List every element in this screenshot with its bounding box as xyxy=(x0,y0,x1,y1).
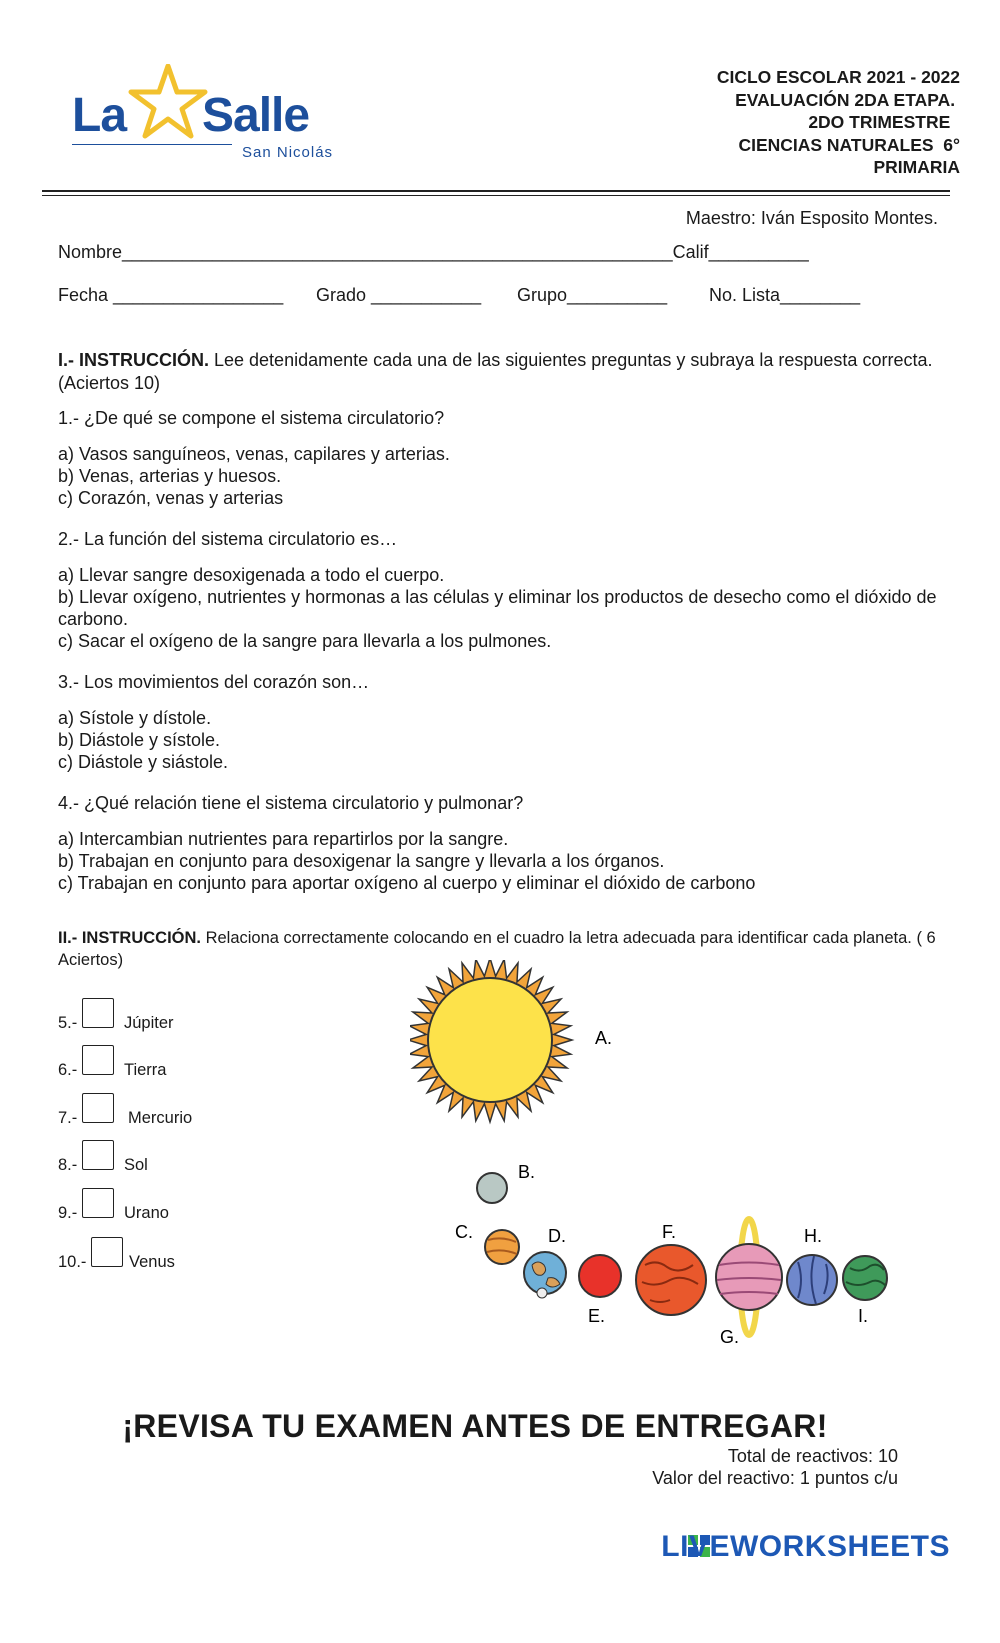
header-line: CIENCIAS NATURALES 6° xyxy=(738,134,960,155)
planet-I xyxy=(843,1256,887,1300)
question-1-options xyxy=(58,443,938,509)
answer-option[interactable]: c) Corazón, venas y arterias xyxy=(58,488,284,508)
header-line: EVALUACIÓN 2DA ETAPA. xyxy=(735,89,960,110)
review-reminder: ¡REVISA TU EXAMEN ANTES DE ENTREGAR! xyxy=(122,1408,828,1444)
label-A: A. xyxy=(595,1028,613,1048)
match-row xyxy=(58,1093,258,1127)
star-logo-icon xyxy=(128,64,208,140)
match-row xyxy=(58,1237,258,1271)
header-divider xyxy=(42,195,950,196)
question-1: 1.- ¿De qué se compone el sistema circulatorio? xyxy=(58,408,445,428)
match-row xyxy=(58,1045,258,1079)
logo-underline xyxy=(72,144,232,145)
item-value: Valor del reactivo: 1 puntos c/u xyxy=(652,1468,898,1488)
match-number: 10.- xyxy=(58,1253,87,1271)
label-E: E. xyxy=(588,1306,606,1326)
question-3: 3.- Los movimientos del corazón son… xyxy=(58,672,370,692)
sun xyxy=(428,978,552,1102)
answer-option[interactable]: c) Trabajan en conjunto para aportar oxígeno al cuerpo y eliminar el dióxido de carbono xyxy=(58,873,756,893)
match-number: 7.- xyxy=(58,1109,78,1127)
teacher-name: Maestro: Iván Esposito Montes. xyxy=(685,208,938,228)
date-field[interactable]: Fecha _________________ xyxy=(58,285,284,305)
match-row xyxy=(58,1188,258,1222)
answer-box[interactable] xyxy=(82,1140,114,1170)
answer-box[interactable] xyxy=(82,1188,114,1218)
planet-name: Venus xyxy=(129,1253,175,1271)
section-1-instruction xyxy=(58,349,938,395)
planet-name: Júpiter xyxy=(124,1014,174,1032)
header-line: PRIMARIA xyxy=(873,157,960,177)
answer-box[interactable] xyxy=(82,998,114,1028)
answer-option[interactable]: a) Vasos sanguíneos, venas, capilares y arterias. xyxy=(58,444,450,464)
planet-name: Mercurio xyxy=(128,1109,193,1127)
school-logo xyxy=(72,62,362,162)
question-4-options xyxy=(58,828,938,894)
match-number: 6.- xyxy=(58,1061,78,1079)
answer-box[interactable] xyxy=(82,1093,114,1123)
header-divider xyxy=(42,190,950,192)
answer-option[interactable]: c) Sacar el oxígeno de la sangre para llevarla a los pulmones. xyxy=(58,631,552,651)
section-2-heading: II.- INSTRUCCIÓN. xyxy=(58,929,201,947)
logo-brand-right: Salle xyxy=(202,89,310,142)
planet-name: Tierra xyxy=(124,1061,167,1079)
answer-option[interactable]: c) Diástole y siástole. xyxy=(58,752,229,772)
exam-header xyxy=(717,66,960,179)
question-3-options xyxy=(58,707,938,773)
liveworksheets-watermark: LIVEWORKSHEETS xyxy=(661,1530,950,1563)
question-2: 2.- La función del sistema circulatorio es… xyxy=(58,529,398,549)
answer-option[interactable]: b) Llevar oxígeno, nutrientes y hormonas a las células y eliminar los productos de desecho como el dióxido de carbono. xyxy=(58,587,937,629)
section-1-text: Lee detenidamente cada una de las siguientes preguntas y subraya la respuesta correcta. (Aciertos 10) xyxy=(58,350,933,393)
answer-option[interactable]: b) Trabajan en conjunto para desoxigenar la sangre y llevarla a los órganos. xyxy=(58,851,665,871)
answer-box[interactable] xyxy=(82,1045,114,1075)
answer-option[interactable]: a) Sístole y dístole. xyxy=(58,708,212,728)
match-number: 5.- xyxy=(58,1014,78,1032)
answer-option[interactable]: a) Intercambian nutrientes para repartirlos por la sangre. xyxy=(58,829,509,849)
match-row xyxy=(58,998,258,1032)
question-2-options xyxy=(58,564,938,652)
answer-option[interactable]: b) Diástole y sístole. xyxy=(58,730,221,750)
answer-box[interactable] xyxy=(91,1237,123,1267)
scoring-info xyxy=(652,1445,898,1489)
logo-campus: San Nicolás xyxy=(242,144,334,161)
header-line: 2DO TRIMESTRE xyxy=(808,112,960,132)
answer-option[interactable]: b) Venas, arterias y huesos. xyxy=(58,466,282,486)
moon xyxy=(537,1288,547,1298)
planet-name: Urano xyxy=(124,1204,169,1222)
section-1-heading: I.- INSTRUCCIÓN. xyxy=(58,350,209,370)
match-number: 9.- xyxy=(58,1204,78,1222)
solar-system-diagram xyxy=(410,960,910,1360)
planet-D xyxy=(524,1252,566,1294)
label-B: B. xyxy=(518,1162,536,1182)
total-items: Total de reactivos: 10 xyxy=(727,1446,898,1466)
header-line: CICLO ESCOLAR 2021 - 2022 xyxy=(716,67,960,87)
question-4: 4.- ¿Qué relación tiene el sistema circulatorio y pulmonar? xyxy=(58,793,524,813)
section-2-text: Relaciona correctamente colocando en el cuadro la letra adecuada para identificar cada planeta. ( 6 Aciertos) xyxy=(58,929,936,969)
group-field[interactable]: Grupo__________ xyxy=(517,285,668,305)
list-number-field[interactable]: No. Lista________ xyxy=(709,285,861,305)
grade-field[interactable]: Grado ___________ xyxy=(316,285,482,305)
match-row xyxy=(58,1140,258,1174)
label-I: I. xyxy=(858,1306,869,1326)
label-C: C. xyxy=(455,1222,473,1242)
logo-brand-left: La xyxy=(72,89,127,142)
label-G: G. xyxy=(720,1327,740,1347)
planet-name: Sol xyxy=(124,1156,148,1174)
label-F: F. xyxy=(662,1222,677,1242)
label-H: H. xyxy=(804,1226,822,1246)
match-number: 8.- xyxy=(58,1156,78,1174)
planet-E xyxy=(579,1255,621,1297)
planet-B xyxy=(477,1173,507,1203)
answer-option[interactable]: a) Llevar sangre desoxigenada a todo el cuerpo. xyxy=(58,565,445,585)
label-D: D. xyxy=(548,1226,566,1246)
name-field[interactable]: Nombre_______________________________________________________Calif__________ xyxy=(58,242,809,262)
planet-C xyxy=(485,1230,519,1264)
